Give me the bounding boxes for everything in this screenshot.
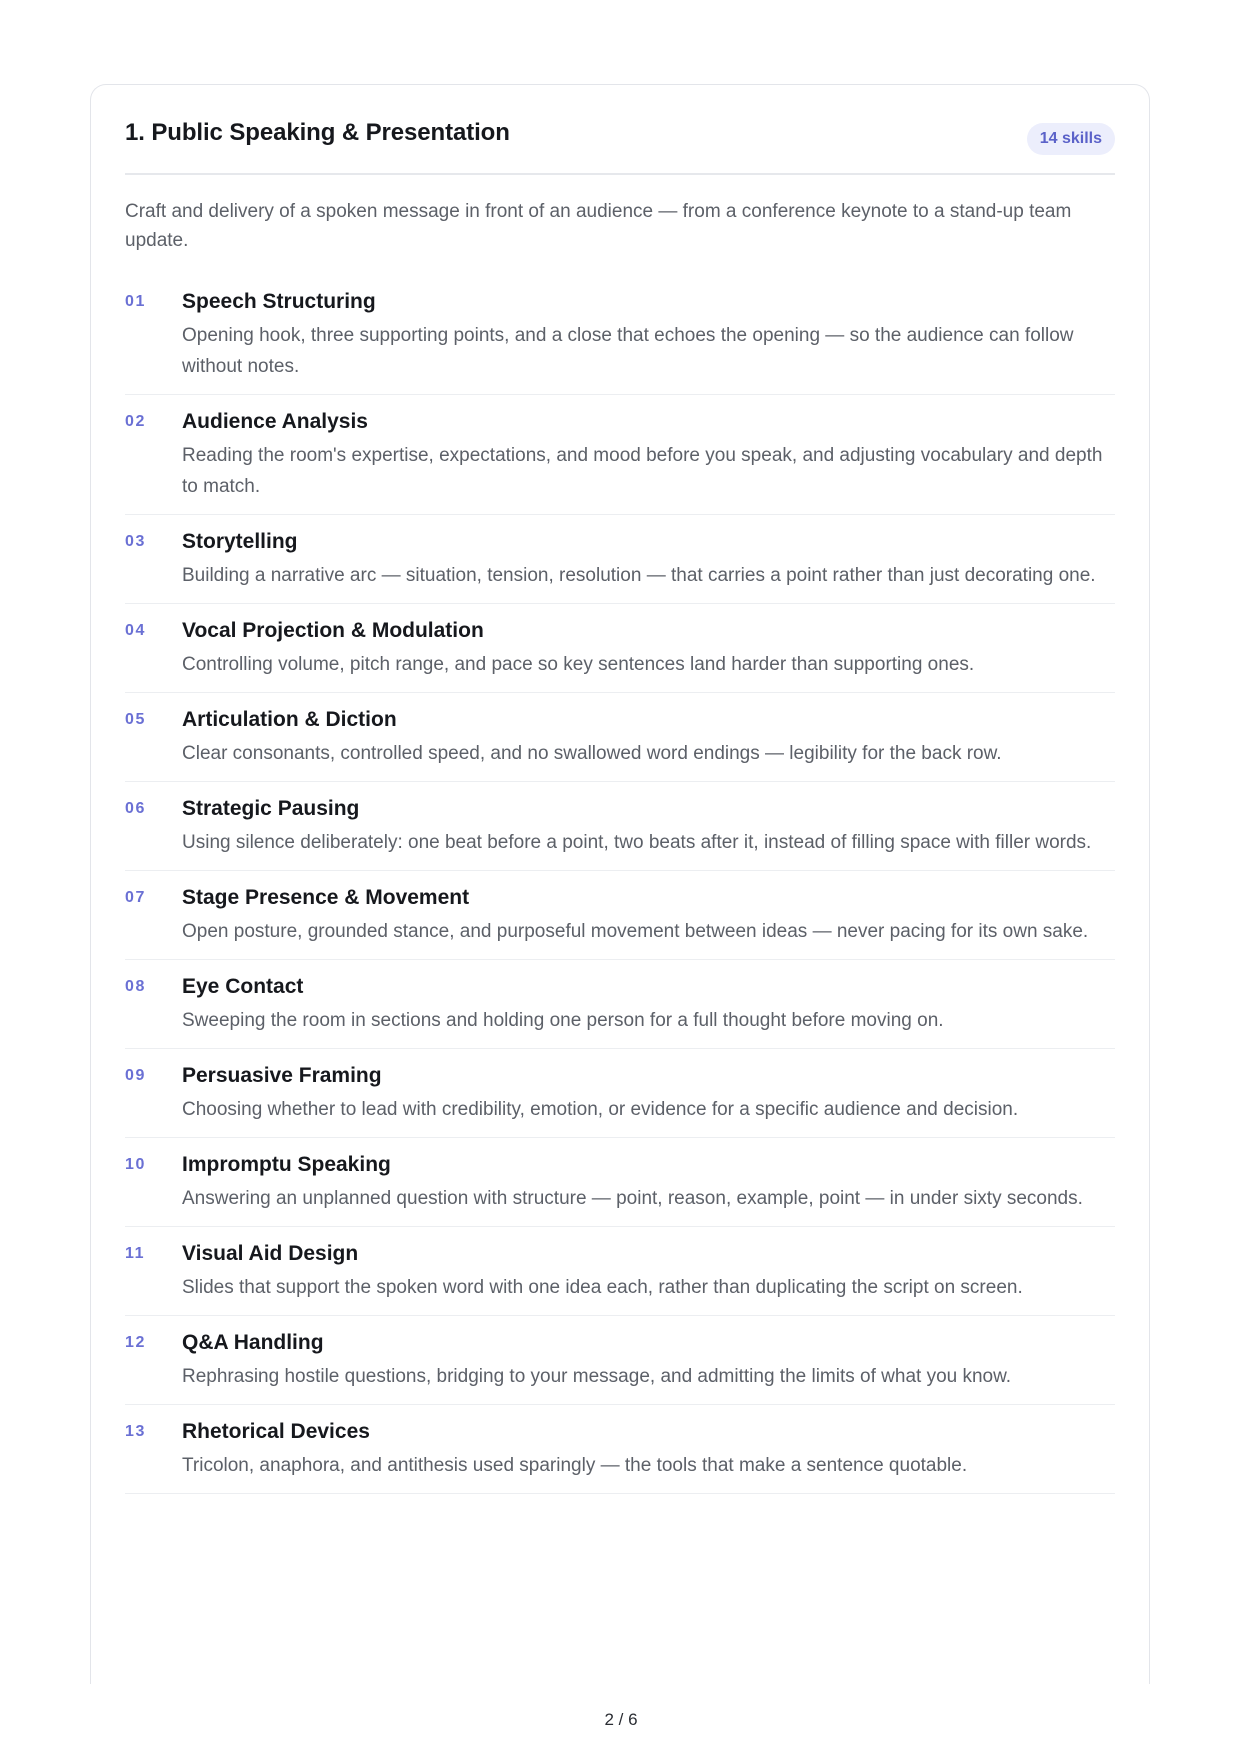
skill-item [125, 395, 1115, 515]
skill-number: 06 [125, 800, 146, 817]
skill-body [182, 1240, 1115, 1303]
skill-body [182, 617, 1115, 680]
skill-body [182, 528, 1115, 591]
page-indicator: 2 / 6 [604, 1710, 638, 1729]
skill-body [182, 288, 1115, 382]
skill-name: Rhetorical Devices [182, 1420, 370, 1443]
skill-item [125, 1138, 1115, 1227]
skill-item [125, 1227, 1115, 1316]
section-title: 1. Public Speaking & Presentation [125, 119, 510, 146]
skill-item [125, 515, 1115, 604]
skill-body [182, 1151, 1115, 1214]
skill-number: 09 [125, 1067, 146, 1084]
skill-body [182, 1062, 1115, 1125]
skill-number: 03 [125, 533, 146, 550]
section-header [125, 85, 1115, 175]
skill-description: Using silence deliberately: one beat before a point, two beats after it, instead of filling space with filler words. [182, 832, 1092, 853]
skill-number: 12 [125, 1334, 146, 1351]
skill-name: Articulation & Diction [182, 708, 397, 731]
skill-item [125, 1049, 1115, 1138]
skill-number: 05 [125, 711, 146, 728]
section-intro: Craft and delivery of a spoken message in front of an audience — from a conference keynote to a stand-up team update. [125, 201, 1072, 251]
skill-count-badge: 14 skills [1027, 123, 1115, 155]
skill-item [125, 693, 1115, 782]
skill-number: 02 [125, 413, 146, 430]
skill-name: Q&A Handling [182, 1331, 324, 1354]
skill-description: Reading the room's expertise, expectations, and mood before you speak, and adjusting vocabulary and depth to match. [182, 445, 1103, 497]
section-card [90, 84, 1150, 1684]
skill-description: Slides that support the spoken word with one idea each, rather than duplicating the script on screen. [182, 1277, 1023, 1298]
skill-number: 08 [125, 978, 146, 995]
skill-item [125, 604, 1115, 693]
skill-item [125, 1316, 1115, 1405]
skill-item [125, 782, 1115, 871]
skill-name: Vocal Projection & Modulation [182, 619, 484, 642]
skill-body [182, 973, 1115, 1036]
skill-number: 07 [125, 889, 146, 906]
skill-body [182, 884, 1115, 947]
skill-description: Rephrasing hostile questions, bridging to your message, and admitting the limits of what you know. [182, 1366, 1012, 1387]
skill-name: Audience Analysis [182, 410, 368, 433]
skill-description: Clear consonants, controlled speed, and no swallowed word endings — legibility for the back row. [182, 743, 1002, 764]
skill-number: 10 [125, 1156, 146, 1173]
skill-number: 01 [125, 293, 146, 310]
skill-body [182, 408, 1115, 502]
skill-name: Impromptu Speaking [182, 1153, 391, 1176]
skill-description: Sweeping the room in sections and holding one person for a full thought before moving on. [182, 1010, 944, 1031]
skill-body [182, 795, 1115, 858]
skill-description: Answering an unplanned question with structure — point, reason, example, point — in under sixty seconds. [182, 1188, 1083, 1209]
skill-body [182, 1418, 1115, 1481]
skill-description: Choosing whether to lead with credibility, emotion, or evidence for a specific audience and decision. [182, 1099, 1019, 1120]
skill-item [125, 871, 1115, 960]
skill-number: 13 [125, 1423, 146, 1440]
skill-item [125, 1405, 1115, 1494]
skill-number: 11 [125, 1245, 146, 1262]
skill-item [125, 960, 1115, 1049]
skill-description: Open posture, grounded stance, and purposeful movement between ideas — never pacing for its own sake. [182, 921, 1089, 942]
skill-description: Tricolon, anaphora, and antithesis used sparingly — the tools that make a sentence quotable. [182, 1455, 968, 1476]
skill-body [182, 706, 1115, 769]
skill-description: Controlling volume, pitch range, and pace so key sentences land harder than supporting ones. [182, 654, 975, 675]
skill-item [125, 275, 1115, 395]
skill-name: Eye Contact [182, 975, 304, 998]
skill-name: Storytelling [182, 530, 298, 553]
skill-list [125, 275, 1115, 1494]
skill-body [182, 1329, 1115, 1392]
skill-name: Strategic Pausing [182, 797, 360, 820]
skill-description: Opening hook, three supporting points, and a close that echoes the opening — so the audience can follow without notes. [182, 325, 1074, 377]
skill-name: Speech Structuring [182, 290, 376, 313]
section-card-content [125, 85, 1115, 1494]
skill-number: 04 [125, 622, 146, 639]
skill-description: Building a narrative arc — situation, tension, resolution — that carries a point rather than just decorating one. [182, 565, 1096, 586]
skill-name: Stage Presence & Movement [182, 886, 470, 909]
skill-name: Persuasive Framing [182, 1064, 382, 1087]
skill-name: Visual Aid Design [182, 1242, 359, 1265]
